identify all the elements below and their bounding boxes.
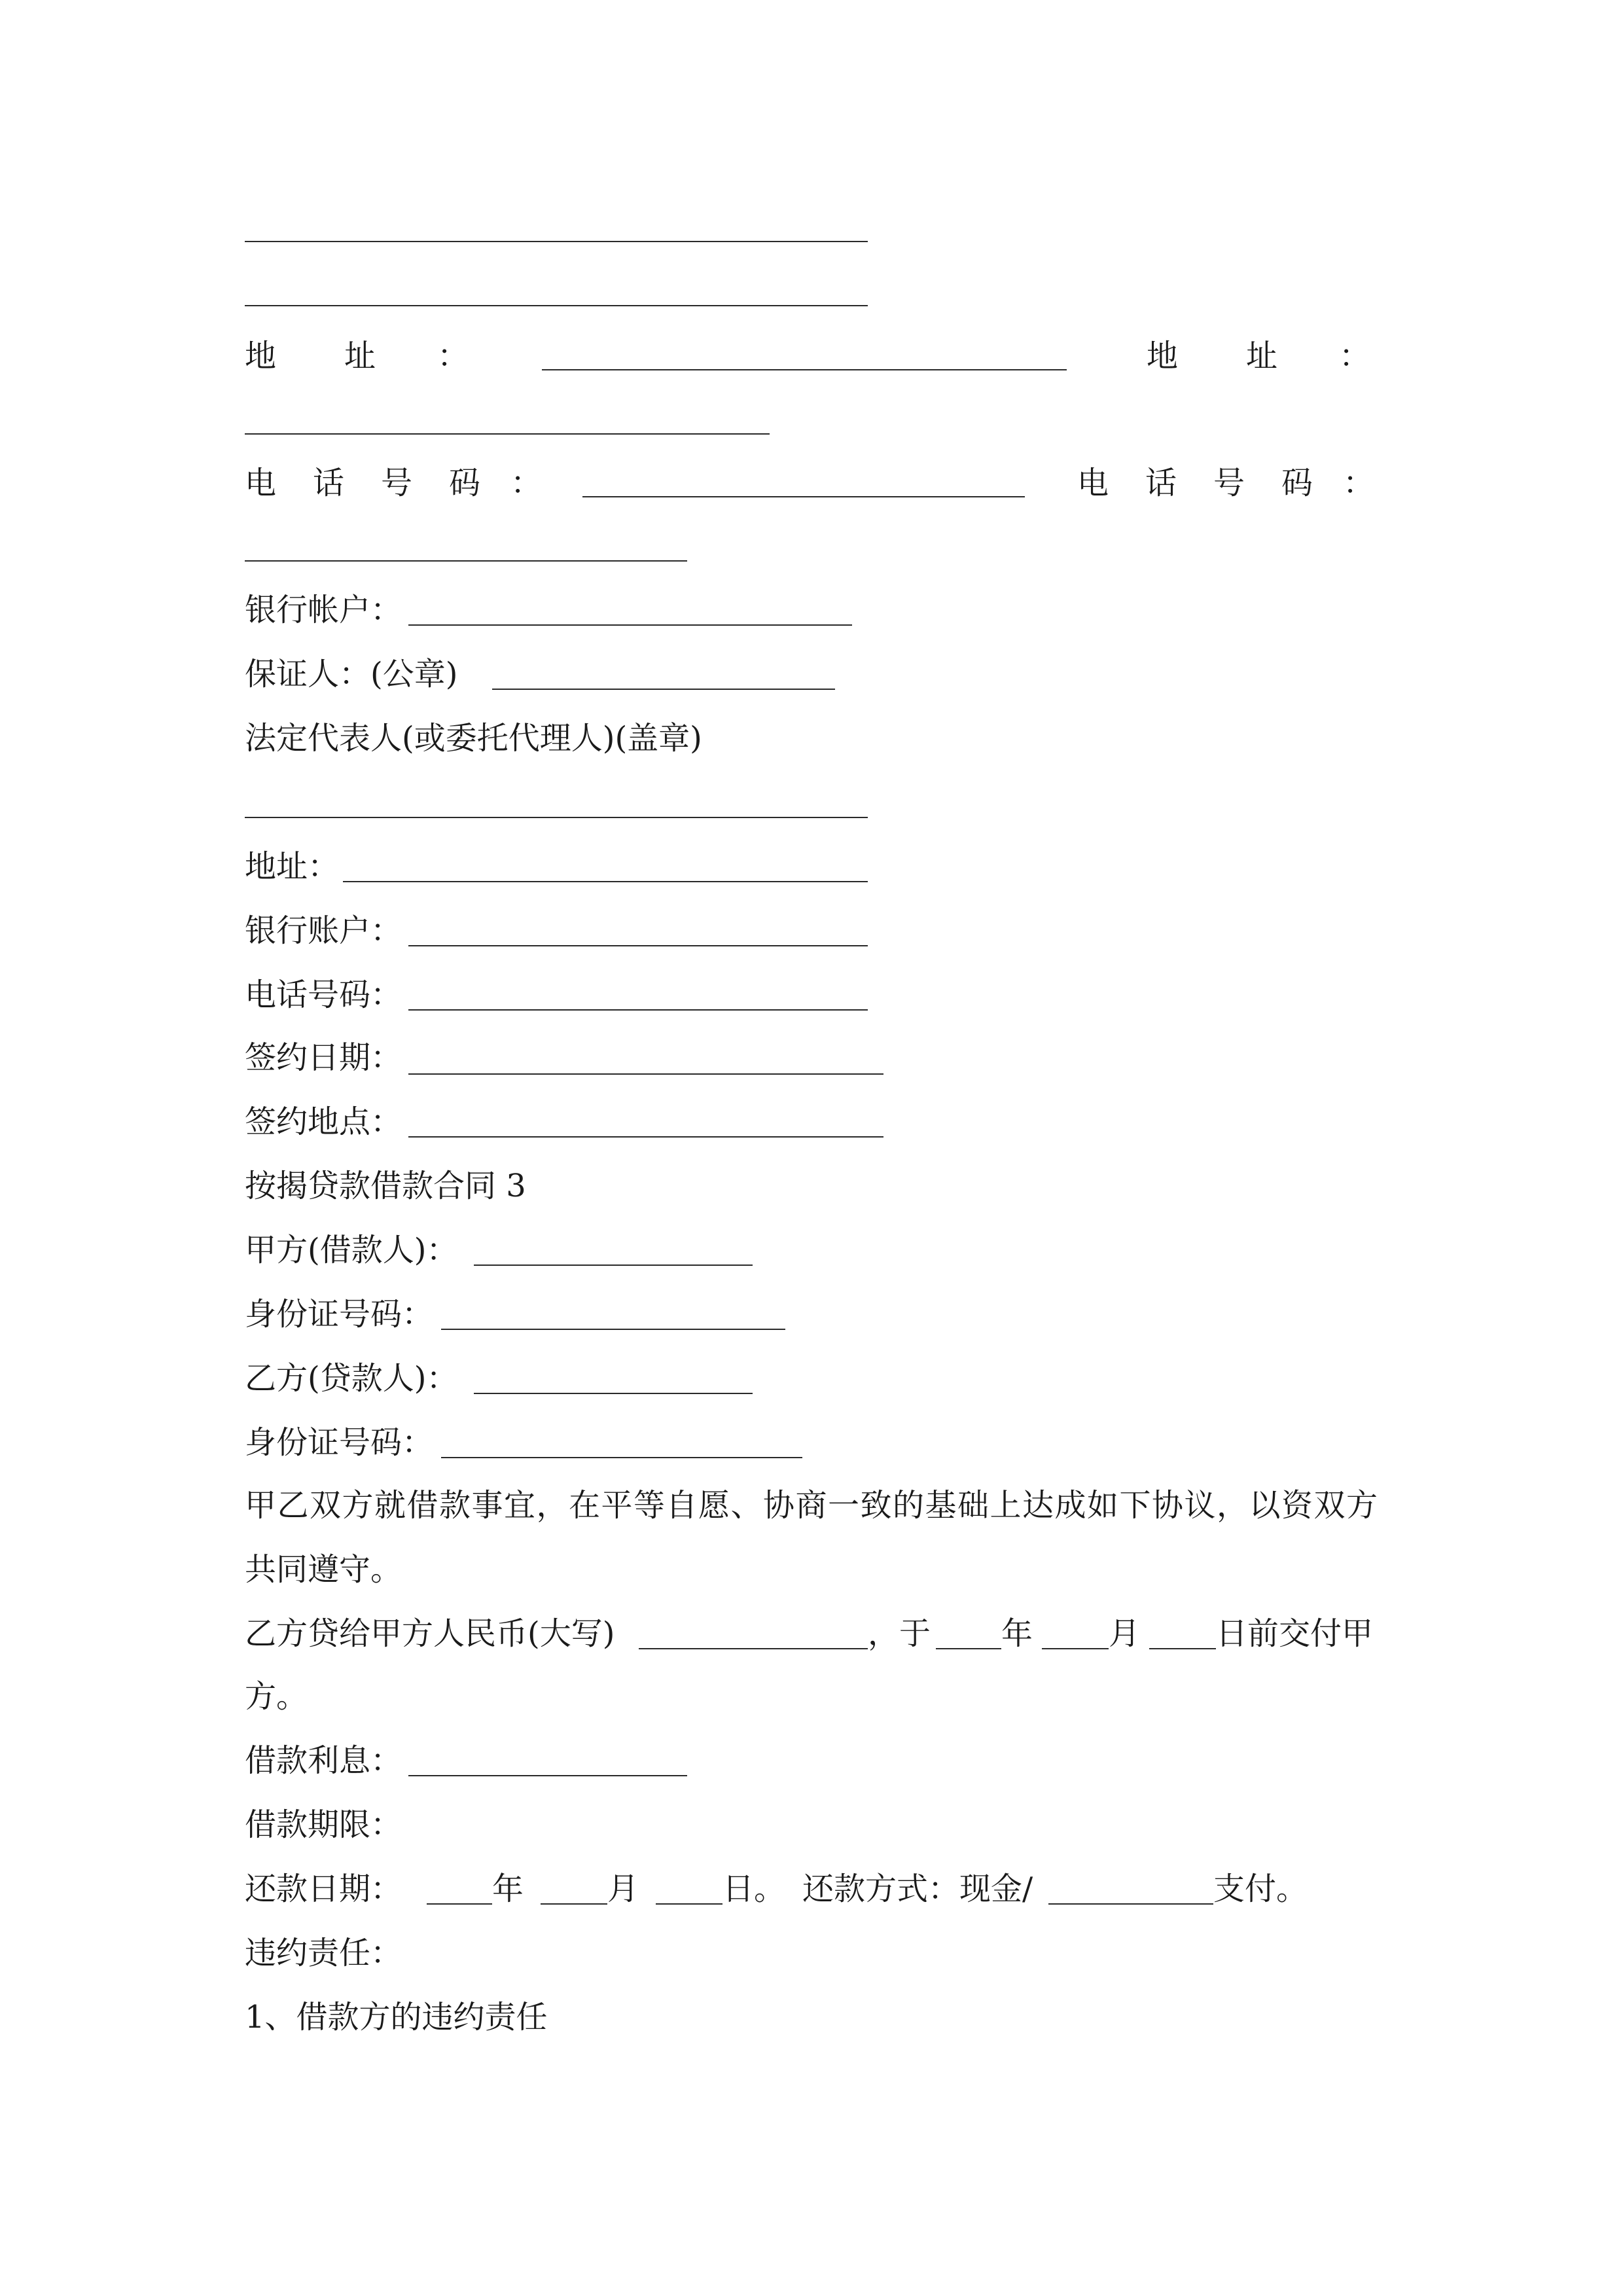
repay-month-line <box>541 1903 607 1905</box>
address-label: 地址： <box>245 848 340 885</box>
party-a-label: 甲方(借款人)： <box>245 1232 458 1268</box>
repay-pay: 支付。 <box>1213 1871 1308 1907</box>
loan-day-suffix: 日前交付甲 <box>1216 1615 1374 1652</box>
sign-date-line <box>408 1073 883 1075</box>
char: 址 <box>1246 338 1278 374</box>
char: ： <box>1343 465 1375 501</box>
blank-line <box>245 817 868 818</box>
char: 地 <box>1147 338 1179 374</box>
char: 话 <box>313 465 345 501</box>
loan-month: 月 <box>1109 1615 1141 1652</box>
breach-item-1: 1、借款方的违约责任 <box>245 1999 548 2036</box>
phone-label: 电话号码： <box>245 977 402 1013</box>
repay-day: 日。 <box>722 1871 786 1907</box>
char: ： <box>510 465 543 501</box>
char: 址 <box>344 338 376 374</box>
loan-comma-yu: ，于 <box>868 1615 931 1652</box>
loan-paragraph-cont: 方。 <box>245 1678 308 1715</box>
bank-account2-label: 银行账户： <box>245 912 402 949</box>
repay-month: 月 <box>607 1871 639 1907</box>
repay-method-line <box>1048 1903 1213 1905</box>
phone-line-left <box>582 496 1025 497</box>
interest-line <box>408 1775 687 1776</box>
char: 码 <box>1281 465 1313 501</box>
char: 号 <box>1213 465 1245 501</box>
char: 号 <box>381 465 413 501</box>
bank-account2-line <box>408 945 868 946</box>
loan-year: 年 <box>1001 1615 1033 1652</box>
char: 电 <box>245 465 277 501</box>
legal-rep-label: 法定代表人(或委托代理人)(盖章) <box>245 720 702 757</box>
repay-date-label: 还款日期： <box>245 1871 402 1907</box>
repay-day-line <box>656 1903 722 1905</box>
agreement-paragraph-cont: 共同遵守。 <box>245 1551 402 1588</box>
sign-date-label: 签约日期： <box>245 1039 402 1076</box>
interest-label: 借款利息： <box>245 1742 402 1779</box>
party-b-line <box>474 1393 753 1394</box>
repay-year-line <box>427 1903 492 1905</box>
bank-account-label: 银行帐户： <box>245 592 402 628</box>
party-b-label: 乙方(贷款人)： <box>245 1360 458 1397</box>
char: 码 <box>449 465 481 501</box>
blank-line <box>245 433 770 435</box>
char: ： <box>437 338 469 374</box>
loan-month-line <box>1042 1648 1109 1649</box>
repay-year: 年 <box>492 1871 524 1907</box>
id-a-label: 身份证号码： <box>245 1296 434 1333</box>
guarantor-label: 保证人：(公章) <box>245 656 458 692</box>
address-line-left <box>542 369 1067 370</box>
contract-title: 按揭贷款借款合同 3 <box>245 1168 526 1204</box>
loan-year-line <box>936 1648 1001 1649</box>
blank-line <box>245 305 868 306</box>
char: ： <box>1339 338 1371 374</box>
agreement-paragraph: 甲乙双方就借款事宜，在平等自愿、协商一致的基础上达成如下协议，以资双方 <box>245 1487 1379 1524</box>
char: 话 <box>1145 465 1177 501</box>
loan-day-line <box>1149 1648 1216 1649</box>
address-line <box>343 881 868 882</box>
party-a-line <box>474 1265 753 1266</box>
blank-line <box>245 241 868 242</box>
bank-account-line <box>408 624 852 626</box>
id-b-line <box>441 1457 802 1458</box>
char: 地 <box>245 338 277 374</box>
guarantor-line <box>492 689 835 690</box>
sign-place-line <box>408 1136 883 1138</box>
loan-amount-line <box>639 1648 868 1649</box>
loan-amount-label: 乙方贷给甲方人民币(大写) <box>245 1615 615 1652</box>
term-label: 借款期限： <box>245 1806 402 1843</box>
id-b-label: 身份证号码： <box>245 1424 434 1461</box>
repay-method-label: 还款方式：现金/ <box>802 1871 1033 1907</box>
char: 电 <box>1077 465 1109 501</box>
breach-heading: 违约责任： <box>245 1935 402 1971</box>
sign-place-label: 签约地点： <box>245 1103 402 1140</box>
phone-line <box>408 1009 868 1011</box>
blank-line <box>245 560 687 562</box>
id-a-line <box>441 1329 785 1330</box>
